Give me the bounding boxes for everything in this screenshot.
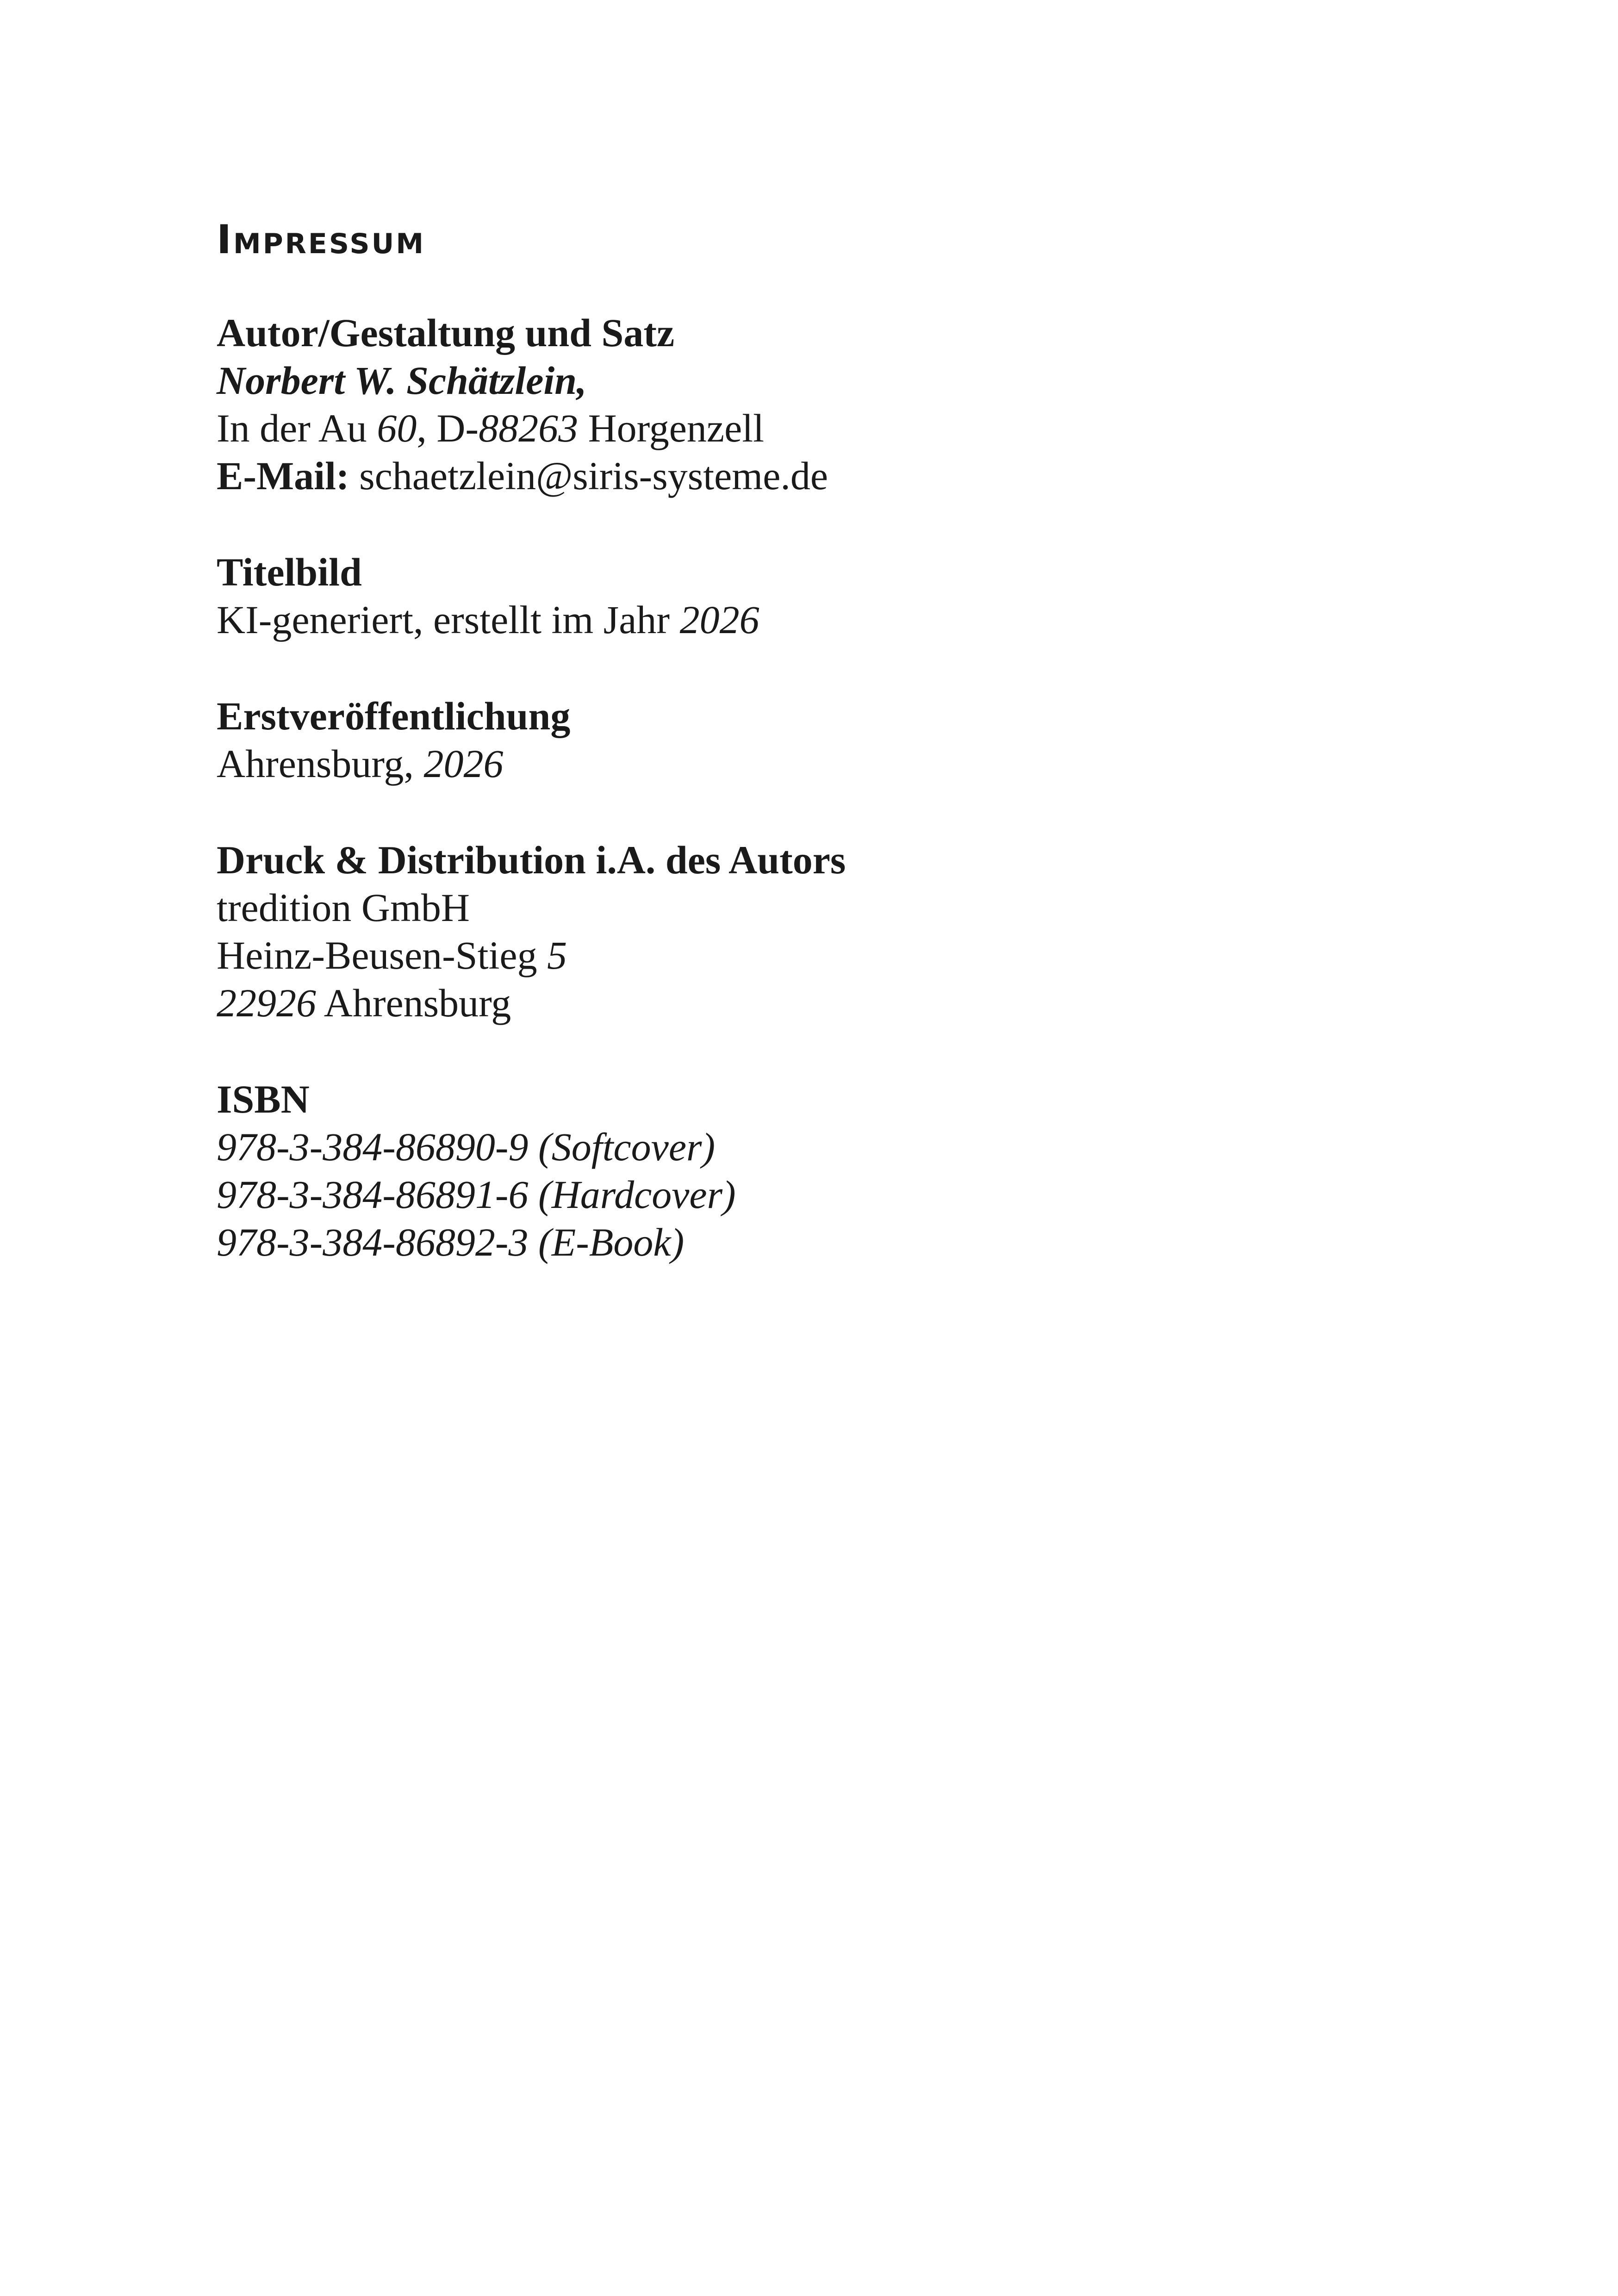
print-city [217,979,1466,1027]
cover-year: 2026 [679,597,759,642]
first-publication-section [217,692,1466,788]
print-city-name: Ahrensburg [316,981,511,1025]
first-publication-text [217,740,1466,788]
print-street [217,932,1466,979]
print-zip: 22926 [217,981,316,1025]
address-house-number: 60 [377,406,417,450]
address-country: , D- [417,406,479,450]
cover-description: KI-generiert, erstellt im Jahr [217,597,680,642]
author-name: Norbert W. Schätzlein, [217,358,587,403]
email-value: schaetzlein@siris-systeme.de [349,454,828,498]
author-section [217,309,1466,500]
first-publication-place: Ahrensburg, [217,741,424,786]
cover-section [217,548,1466,644]
print-street-number: 5 [547,933,567,977]
isbn-label: ISBN [217,1077,310,1121]
isbn-hardcover: 978-3-384-86891-6 (Hardcover) [217,1172,736,1217]
first-publication-label: Erstveröffentlichung [217,694,571,738]
imprint-page [217,217,1466,1315]
print-label: Druck & Distribution i.A. des Autors [217,838,846,882]
author-label: Autor/Gestaltung und Satz [217,311,675,355]
isbn-section [217,1076,1466,1266]
cover-label: Titelbild [217,550,362,594]
author-address [217,404,1466,452]
email-label: E-Mail: [217,454,349,498]
print-street-name: Heinz-Beusen-Stieg [217,933,548,977]
print-section [217,836,1466,1027]
isbn-softcover: 978-3-384-86890-9 (Softcover) [217,1125,716,1169]
address-city: Horgenzell [578,406,765,450]
address-street: In der Au [217,406,377,450]
print-company: tredition GmbH [217,885,470,930]
isbn-ebook: 978-3-384-86892-3 (E-Book) [217,1220,685,1264]
cover-text [217,596,1466,644]
address-zip: 88263 [479,406,579,450]
author-email [217,452,1466,500]
page-heading: Impressum [217,217,426,263]
first-publication-year: 2026 [423,741,504,786]
